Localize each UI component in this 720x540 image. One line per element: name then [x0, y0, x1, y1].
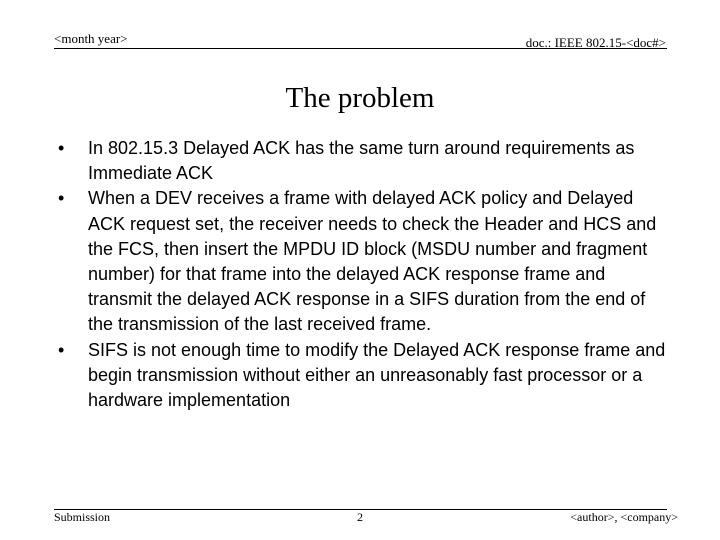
footer-submission: Submission — [54, 510, 111, 524]
bullet-text: SIFS is not enough time to modify the Delayed ACK response frame and begin transmission without either an unreasonably fast processor or a hardware implementation — [88, 339, 666, 411]
bullet-icon: • — [58, 188, 65, 209]
bullet-text: When a DEV receives a frame with delayed ACK policy and Delayed ACK request set, the receiver needs to check the Header and HCS and the FCS, then insert the MPDU ID block (MSDU number and fragment number) for that frame into the delayed ACK response frame and transmit the delayed ACK response in a SIFS duration from the end of the transmission of the last received frame. — [88, 188, 657, 335]
bullet-item — [54, 136, 666, 186]
bullet-item — [54, 186, 666, 337]
bullet-icon: • — [58, 339, 65, 360]
slide-title: The problem — [285, 82, 435, 114]
header-date: <month year> — [54, 31, 128, 46]
bullet-icon: • — [58, 138, 65, 158]
bullet-item — [54, 338, 666, 414]
bullet-list — [54, 136, 666, 413]
header-doc-id: doc.: IEEE 802.15-<doc#> — [525, 35, 666, 50]
footer-author: <author>, <company> — [570, 510, 678, 524]
bullet-text: In 802.15.3 Delayed ACK has the same turn around requirements as Immediate ACK — [88, 138, 635, 184]
header-divider — [54, 48, 667, 49]
page-number: 2 — [357, 510, 363, 524]
